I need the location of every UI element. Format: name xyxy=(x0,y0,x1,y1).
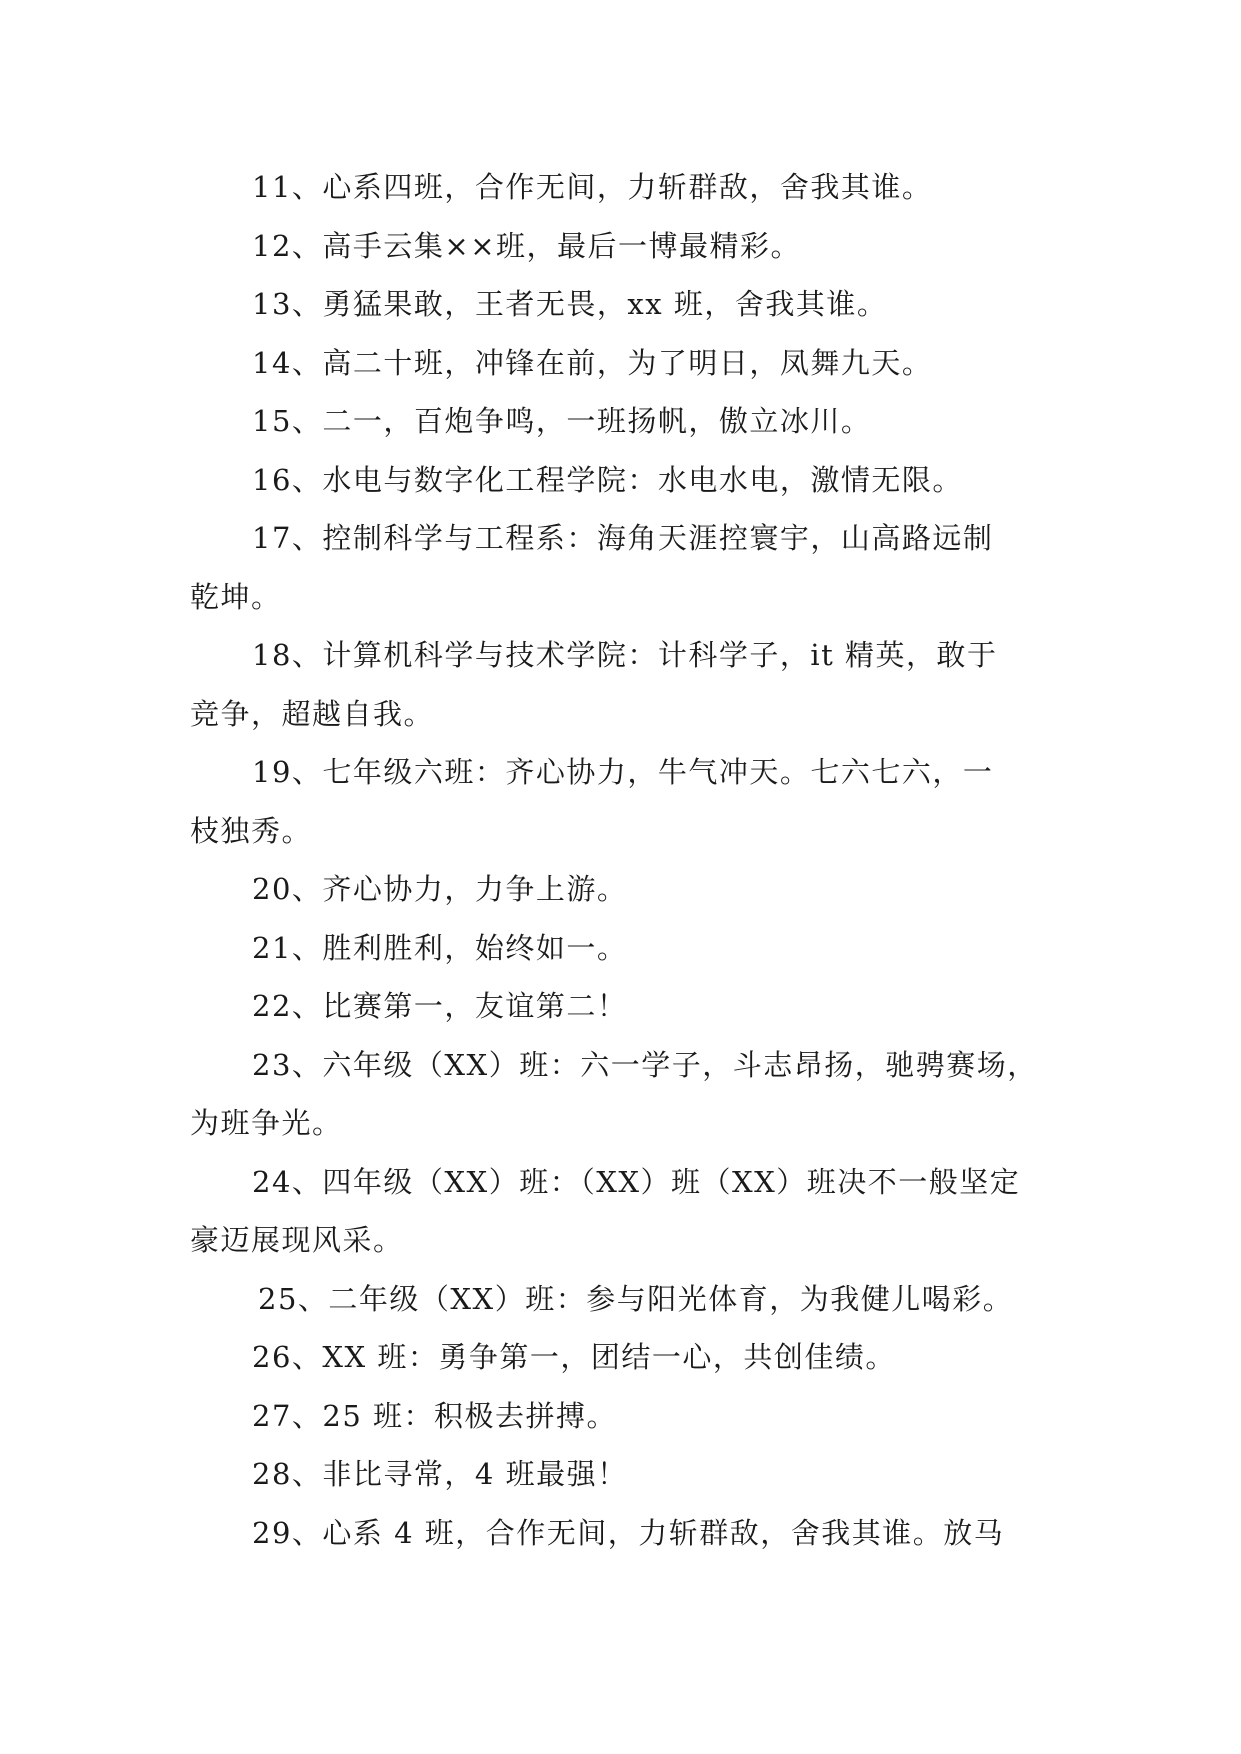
slogan-23: 23、六年级（XX）班：六一学子，斗志昂扬，驰骋赛场， xyxy=(252,1047,1038,1082)
slogan-29: 29、心系 4 班，合作无间，力斩群敌，舍我其谁。放马 xyxy=(252,1515,1005,1550)
slogan-19-continued: 枝独秀。 xyxy=(190,813,313,848)
slogan-14: 14、高二十班，冲锋在前，为了明日，凤舞九天。 xyxy=(252,345,933,380)
slogan-18-continued: 竞争，超越自我。 xyxy=(190,696,435,731)
slogan-15: 15、二一，百炮争鸣，一班扬帆，傲立冰川。 xyxy=(252,404,872,438)
slogan-19: 19、七年级六班：齐心协力，牛气冲天。七六七六，一 xyxy=(252,755,994,789)
slogan-22: 22、比赛第一，友谊第二！ xyxy=(252,989,628,1023)
slogan-11: 11、心系四班，合作无间，力斩群敌，舍我其谁。 xyxy=(252,170,933,204)
slogan-12: 12、高手云集××班，最后一博最精彩。 xyxy=(252,228,801,263)
slogan-18: 18、计算机科学与技术学院：计科学子，it 精英，敢于 xyxy=(252,638,998,672)
document-body xyxy=(190,158,1050,1562)
slogan-25: 25、二年级（XX）班：参与阳光体育，为我健儿喝彩。 xyxy=(258,1281,1014,1316)
slogan-21: 21、胜利胜利，始终如一。 xyxy=(252,930,628,965)
slogan-27: 27、25 班：积极去拼搏。 xyxy=(252,1398,618,1433)
slogan-13: 13、勇猛果敢，王者无畏，xx 班，舍我其谁。 xyxy=(252,287,888,321)
slogan-28: 28、非比寻常，4 班最强！ xyxy=(252,1457,628,1491)
slogan-17-continued: 乾坤。 xyxy=(190,579,282,614)
slogan-24: 24、四年级（XX）班：（XX）班（XX）班决不一般坚定 xyxy=(252,1164,1021,1199)
slogan-17: 17、控制科学与工程系：海角天涯控寰宇，山高路远制 xyxy=(252,521,994,555)
slogan-24-continued: 豪迈展现风采。 xyxy=(190,1223,404,1257)
slogan-23-continued: 为班争光。 xyxy=(190,1106,343,1140)
slogan-26: 26、XX 班：勇争第一，团结一心，共创佳绩。 xyxy=(252,1340,896,1374)
slogan-16: 16、水电与数字化工程学院：水电水电，激情无限。 xyxy=(252,462,963,497)
slogan-20: 20、齐心协力，力争上游。 xyxy=(252,872,628,906)
